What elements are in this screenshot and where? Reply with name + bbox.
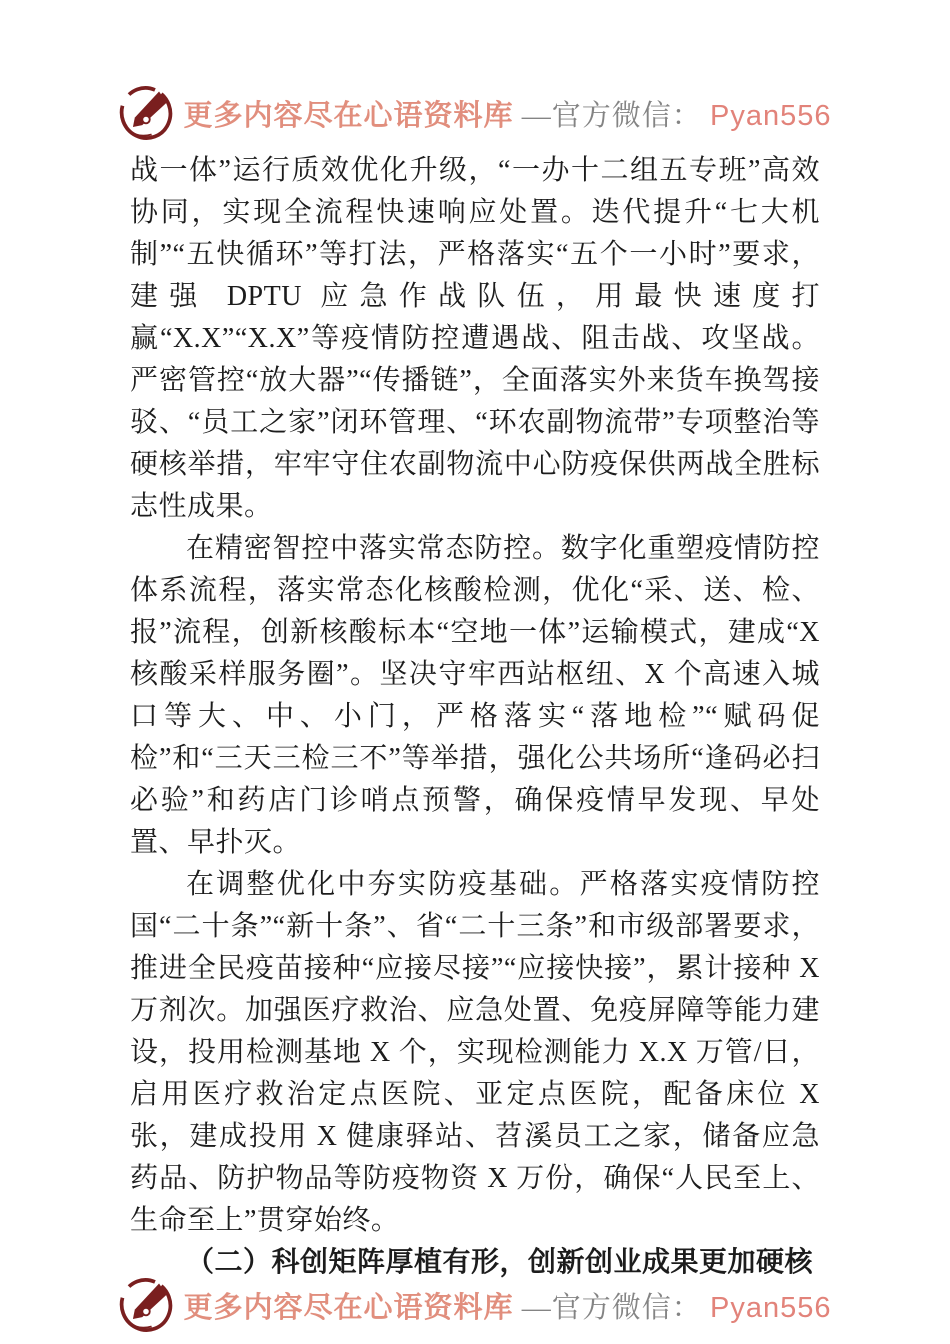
section-heading: （二）科创矩阵厚植有形，创新创业成果更加硬核 <box>186 1247 814 1278</box>
header-watermark <box>0 84 950 142</box>
pen-logo-icon <box>118 1276 174 1334</box>
body-paragraph: 战一体”运行质效优化升级，“一办十二组五专班”高效协同，实现全流程快速响应处置。迭代提升“七大机制”“五快循环”等打法，严格落实“五个一小时”要求，建强 DPTU 应急作战队伍，用最快速度打赢“X.X”“X.X”等疫情防控遭遇战、阻击战、攻坚战。严密管控“放大器”“传播链”，全面落实外来货车换驾接驳、“员工之家”闭环管理、“环农副物流带”专项整治等硬核举措，牢牢守住农副物流中心防疫保供两战全胜标志性成果。 <box>130 155 820 522</box>
watermark-brand-text: 更多内容尽在心语资料库 <box>183 99 514 132</box>
watermark-wechat-id: Pyan556 <box>710 1291 832 1324</box>
watermark-text <box>183 93 831 134</box>
watermark-wechat-id: Pyan556 <box>710 99 832 132</box>
watermark-text <box>183 1285 831 1326</box>
footer-watermark <box>0 1276 950 1334</box>
watermark-wechat-label: —官方微信： <box>521 1291 702 1324</box>
pen-logo-icon <box>118 84 174 142</box>
watermark-wechat-label: —官方微信： <box>521 99 702 132</box>
document-text-block <box>130 150 820 1284</box>
body-paragraph: 在调整优化中夯实防疫基础。严格落实疫情防控国“二十条”“新十条”、省“二十三条”和市级部署要求，推进全民疫苗接种“应接尽接”“应接快接”，累计接种 X 万剂次。加强医疗救治、应急处置、免疫屏障等能力建设，投用检测基地 X 个，实现检测能力 X.X 万管/日，启用医疗救治定点医院、亚定点医院，配备床位 X 张，建成投用 X 健康驿站、苕溪员工之家，储备应急药品、防护物品等防疫物资 X 万份，确保“人民至上、生命至上”贯穿始终。 <box>130 869 820 1236</box>
watermark-brand-text: 更多内容尽在心语资料库 <box>183 1291 514 1324</box>
body-paragraph: 在精密智控中落实常态防控。数字化重塑疫情防控体系流程，落实常态化核酸检测，优化“采、送、检、报”流程，创新核酸标本“空地一体”运输模式，建成“X 核酸采样服务圈”。坚决守牢西站枢纽、X 个高速入城口等大、中、小门，严格落实“落地检”“赋码促检”和“三天三检三不”等举措，强化公共场所“逢码必扫必验”和药店门诊哨点预警，确保疫情早发现、早处置、早扑灭。 <box>130 533 820 858</box>
